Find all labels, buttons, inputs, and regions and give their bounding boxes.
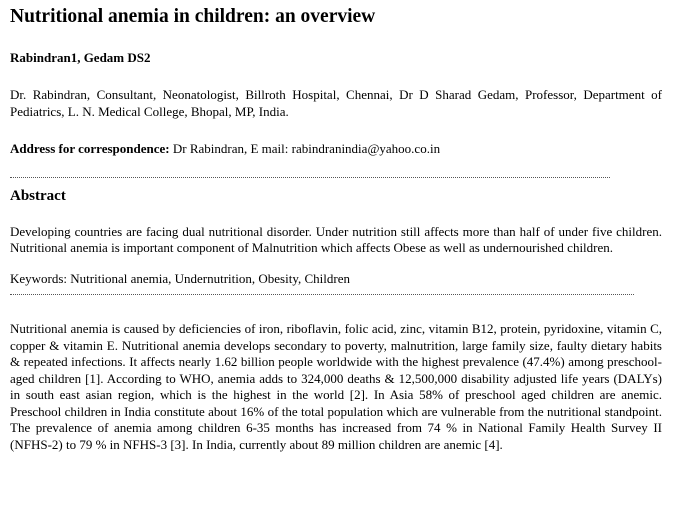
correspondence-label: Address for correspondence: — [10, 141, 170, 156]
correspondence-address — [10, 141, 662, 158]
dotted-divider-top — [10, 177, 610, 178]
paper-title: Nutritional anemia in children: an overview — [10, 6, 376, 27]
author-list: Rabindran1, Gedam DS2 — [10, 50, 151, 65]
abstract-text: Developing countries are facing dual nutritional disorder. Under nutrition still affects more than half of under five children. Nutritional anemia is important component of Malnutrition which affects Obese as well as undernourished children. — [10, 223, 662, 255]
dotted-divider-bottom — [10, 294, 634, 295]
keywords-line: Keywords: Nutritional anemia, Undernutrition, Obesity, Children — [10, 270, 350, 286]
correspondence-email-text: Dr Rabindran, E mail: rabindranindia@yahoo.co.in — [169, 141, 441, 156]
author-affiliation: Dr. Rabindran, Consultant, Neonatologist, Billroth Hospital, Chennai, Dr D Sharad Gedam, Professor, Department of Pediatrics, L. N. Medical College, Bhopal, MP, India. — [10, 87, 662, 119]
abstract-heading: Abstract — [10, 187, 66, 204]
body-paragraph: Nutritional anemia is caused by deficiencies of iron, riboflavin, folic acid, zinc, vitamin B12, protein, pyridoxine, vitamin C, copper & vitamin E. Nutritional anemia develops secondary to poverty, malnutrition, large family size, faulty dietary habits & repeated infections. It affects nearly 1.62 billion people worldwide with the highest prevalence (47.4%) among preschool-aged children [1]. According to WHO, anemia adds to 324,000 deaths & 12,500,000 disability adjusted life years (DALYs) in south east asian region, which is the highest in the world [2]. In Asia 58% of preschool aged children are anemic. Preschool children in India constitute about 16% of the total population which are vulnerable from the nutritional standpoint. The prevalence of anemia among children 6-35 months has increased from 74 % in National Family Health Survey II (NFHS-2) to 79 % in NFHS-3 [3]. In India, currently about 89 million children are anemic [4]. — [10, 321, 662, 452]
